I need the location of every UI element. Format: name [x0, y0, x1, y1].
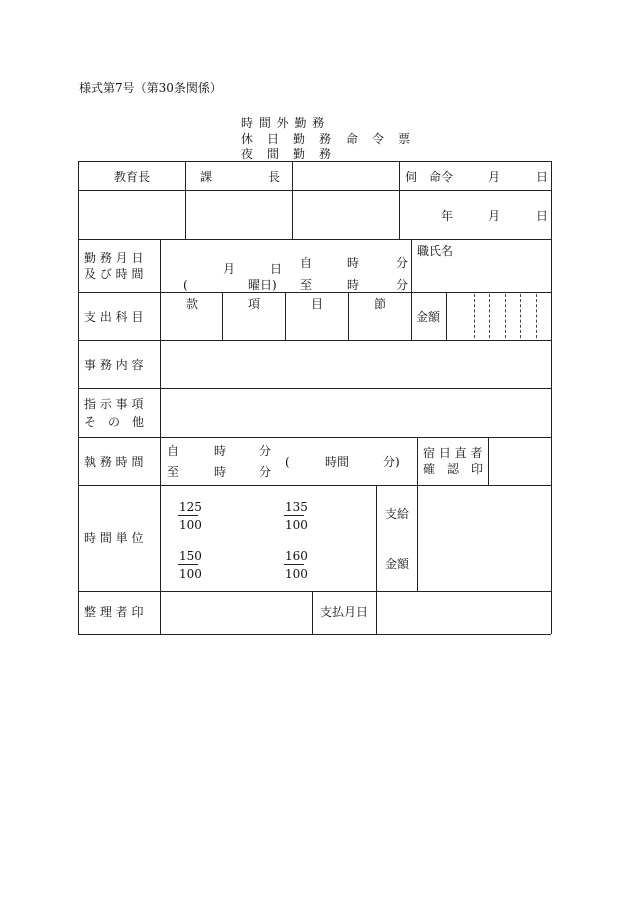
to-minute-label: 分 [396, 278, 409, 292]
night-duty-label-1: 宿 日 直 者 [423, 446, 483, 460]
fraction-4-denominator: 100 [285, 567, 308, 581]
duty-from-label: 自 [167, 444, 180, 458]
order-month-label-2: 月 [488, 209, 501, 223]
order-month-label: 月 [488, 170, 501, 184]
instructions-label-2: そ の 他 [84, 415, 145, 429]
from-hour-label: 時 [347, 256, 360, 270]
order-year-label: 年 [441, 209, 454, 223]
duty-from-minute: 分 [259, 444, 272, 458]
title-line-2: 休 日 勤 務 [241, 132, 333, 146]
work-month-label: 月 [223, 262, 236, 276]
kou-label: 項 [248, 297, 261, 311]
instructions-label-1: 指 示 事 項 [84, 397, 144, 411]
to-hour-label: 時 [347, 278, 360, 292]
fraction-2-numerator: 135 [285, 500, 308, 514]
work-day-label: 日 [270, 262, 283, 276]
work-date-label-1: 勤 務 月 日 [84, 251, 144, 265]
section-chief-label: 長 [268, 170, 281, 184]
night-duty-label-2: 確 認 印 [423, 462, 484, 476]
clerk-seal-label: 整 理 者 印 [84, 605, 144, 619]
title-line-3: 夜 間 勤 務 [241, 147, 333, 161]
kan-label: 款 [186, 297, 199, 311]
duty-from-hour: 時 [214, 444, 227, 458]
fraction-4-numerator: 160 [285, 549, 308, 563]
duration-minutes-label: 分) [383, 455, 400, 469]
order-day-label: 日 [536, 170, 549, 184]
work-content-label: 事 務 内 容 [84, 358, 144, 372]
time-unit-label: 時 間 単 位 [84, 531, 144, 545]
weekday-paren-open: ( [183, 278, 188, 292]
job-title-name-label: 職氏名 [417, 244, 454, 258]
payment-label: 支給 [385, 507, 410, 521]
duty-hours-label: 執 務 時 間 [84, 455, 144, 469]
fraction-2-denominator: 100 [285, 518, 308, 532]
to-label: 至 [300, 278, 313, 292]
from-label: 自 [300, 256, 313, 270]
title-line-1: 時 間 外 勤 務 [241, 116, 326, 130]
expenditure-account-label: 支 出 科 目 [84, 310, 144, 324]
duration-paren-open: ( [285, 455, 290, 469]
fraction-3-numerator: 150 [179, 549, 202, 563]
duty-to-hour: 時 [214, 465, 227, 479]
order-day-label-2: 日 [536, 209, 549, 223]
amount-label: 金額 [416, 310, 441, 324]
form-number: 様式第7号（第30条関係） [79, 81, 222, 95]
fraction-3-denominator: 100 [179, 567, 202, 581]
duration-hours-label: 時間 [325, 455, 350, 469]
work-date-label-2: 及 び 時 間 [84, 267, 144, 281]
superintendent-label: 教育長 [114, 170, 151, 184]
fraction-1-numerator: 125 [179, 500, 202, 514]
from-minute-label: 分 [396, 256, 409, 270]
duty-to-label: 至 [167, 465, 180, 479]
fraction-1-denominator: 100 [179, 518, 202, 532]
payment-amount-label: 金額 [385, 557, 410, 571]
payment-date-label: 支払月日 [320, 605, 369, 619]
title-suffix: 命 令 票 [346, 132, 412, 146]
weekday-label: 曜日) [248, 278, 277, 292]
setsu-label: 節 [374, 297, 387, 311]
moku-label: 目 [311, 297, 324, 311]
request-order-label: 伺 命令 [405, 170, 454, 184]
duty-to-minute: 分 [259, 465, 272, 479]
section-label: 課 [200, 170, 213, 184]
